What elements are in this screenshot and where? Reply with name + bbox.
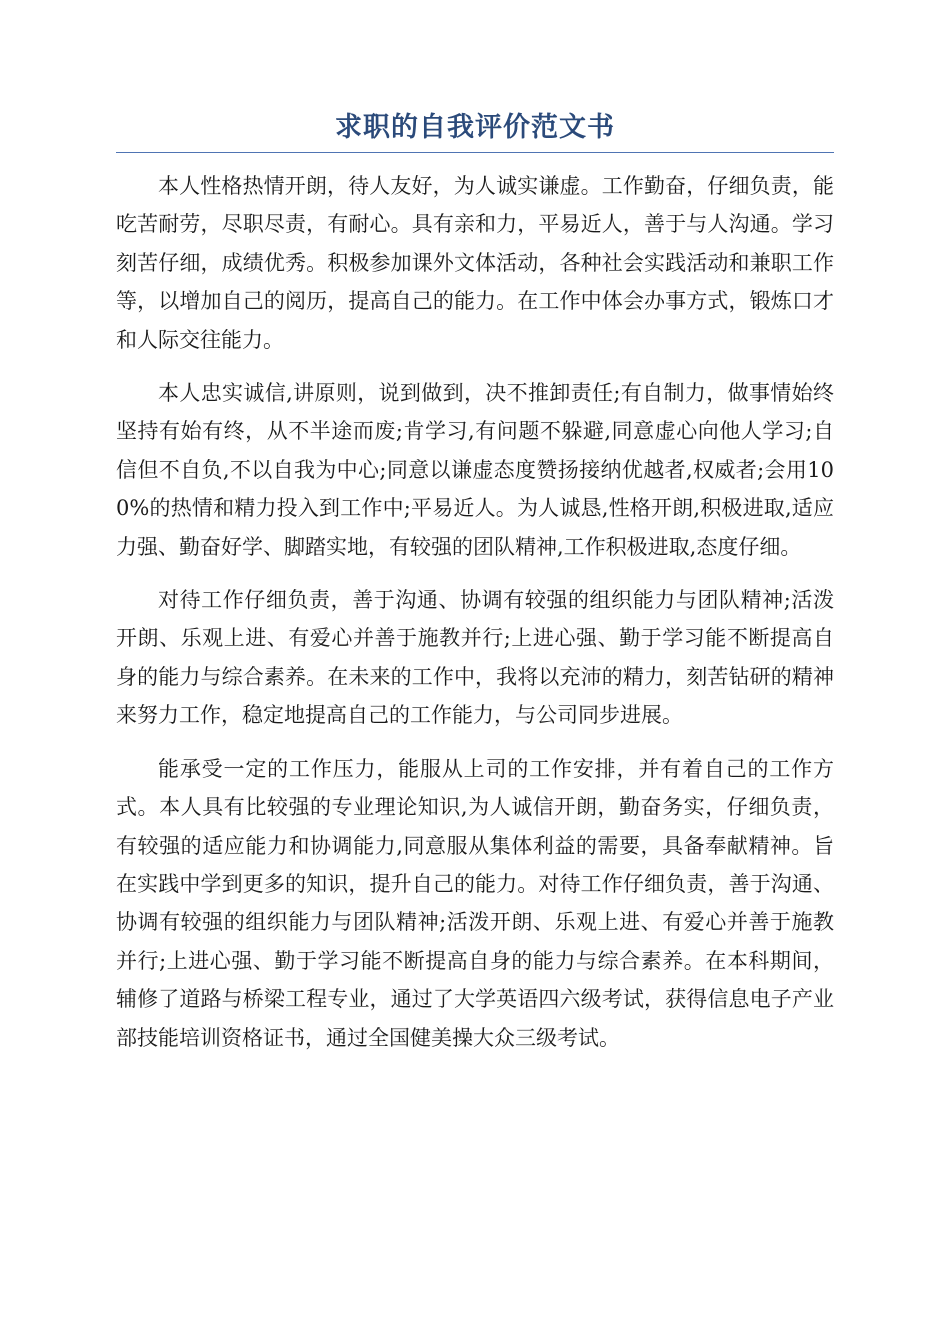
paragraph-1: 本人性格热情开朗，待人友好，为人诚实谦虚。工作勤奋，仔细负责，能吃苦耐劳，尽职尽责，有耐心。具有亲和力，平易近人，善于与人沟通。学习刻苦仔细，成绩优秀。积极参加课外文体活动，各种社会实践活动和兼职工作等，以增加自己的阅历，提高自己的能力。在工作中体会办事方式，锻炼口才和人际交往能力。	[116, 174, 834, 352]
document-page	[116, 108, 834, 1072]
title-underline	[116, 152, 834, 153]
paragraph-3: 对待工作仔细负责，善于沟通、协调有较强的组织能力与团队精神;活泼开朗、乐观上进、有爱心并善于施教并行;上进心强、勤于学习能不断提高自身的能力与综合素养。在未来的工作中，我将以充沛的精力，刻苦钻研的精神来努力工作，稳定地提高自己的工作能力，与公司同步进展。	[116, 588, 834, 728]
paragraph-2: 本人忠实诚信,讲原则，说到做到，决不推卸责任;有自制力，做事情始终坚持有始有终，从不半途而废;肯学习,有问题不躲避,同意虚心向他人学习;自信但不自负,不以自我为中心;同意以谦虚态度赞扬接纳优越者,权威者;会用100%的热情和精力投入到工作中;平易近人。为人诚恳,性格开朗,积极进取,适应力强、勤奋好学、脚踏实地，有较强的团队精神,工作积极进取,态度仔细。	[116, 381, 834, 559]
paragraph-4: 能承受一定的工作压力，能服从上司的工作安排，并有着自己的工作方式。本人具有比较强的专业理论知识,为人诚信开朗，勤奋务实，仔细负责，有较强的适应能力和协调能力,同意服从集体利益的需要，具备奉献精神。旨在实践中学到更多的知识，提升自己的能力。对待工作仔细负责，善于沟通、协调有较强的组织能力与团队精神;活泼开朗、乐观上进、有爱心并善于施教并行;上进心强、勤于学习能不断提高自身的能力与综合素养。在本科期间，辅修了道路与桥梁工程专业，通过了大学英语四六级考试，获得信息电子产业部技能培训资格证书，通过全国健美操大众三级考试。	[116, 756, 834, 1050]
document-title: 求职的自我评价范文书	[335, 112, 615, 143]
